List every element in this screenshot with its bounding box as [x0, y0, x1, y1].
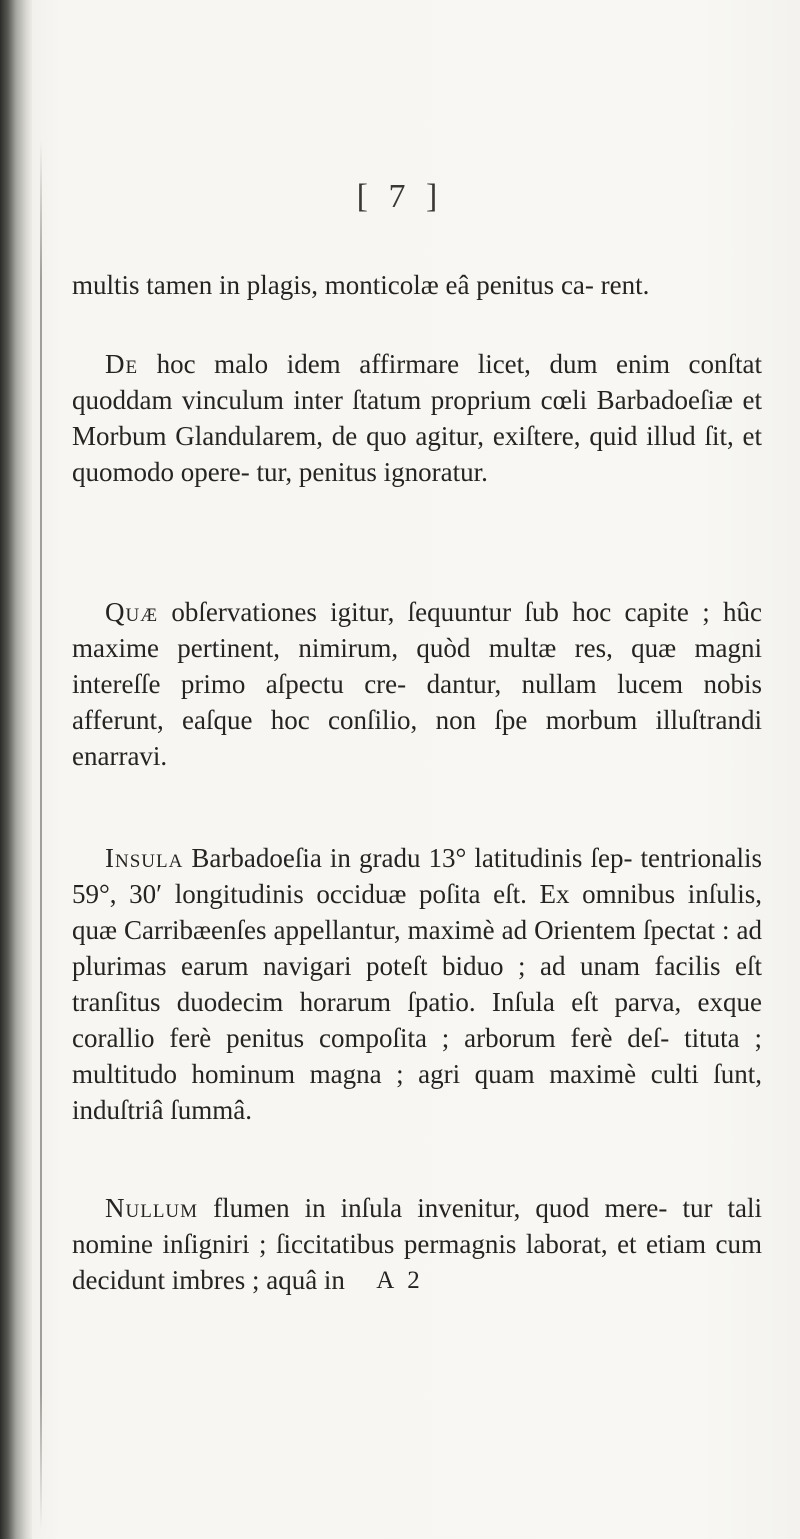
paragraph-text: Barbadoeſia in gradu 13° latitudinis ſep- tentrionalis 59°, 30′ longitudinis occiduæ poſita eſt. Ex omnibus inſulis, quæ Carribæenſes appellantur, maximè ad Orientem ſpectat : ad plurimas earum navigari poteſt biduo ; ad unam facilis eſt tranſitus duodecim horarum ſpatio. Inſula eſt parva, exque corallio ferè penitus compoſita ; arborum ferè deſ- tituta ; multitudo hominum magna ; agri quam maximè culti ſunt, induſtriâ ſummâ.	[72, 843, 762, 1125]
paragraph-text: flumen in inſula invenitur, quod mere- tur tali nomine inſigniri ; ſiccitatibus permagnis laborat, et etiam cum decidunt imbres ; aquâ in	[72, 1193, 762, 1295]
paragraph-lead-word: De	[105, 349, 139, 379]
paragraph-lead-word: Nullum	[105, 1193, 199, 1223]
paragraph-lead-word: Quæ	[105, 597, 159, 627]
paragraph-4	[72, 840, 762, 1128]
paragraph-1	[72, 240, 762, 330]
page-number-header: [ 7 ]	[356, 178, 444, 215]
paragraph-text: obſervationes igitur, ſequuntur ſub hoc capite ; hûc maxime pertinent, nimirum, quòd multæ res, quæ magni intereſſe primo aſpectu cre- dantur, nullam lucem nobis afferunt, eaſque hoc conſilio, non ſpe morbum illuſtrandi enarravi.	[72, 597, 762, 771]
binding-shadow	[40, 140, 42, 1530]
paragraph-2	[72, 346, 762, 490]
paragraph-lead-word: Insula	[105, 843, 184, 873]
paragraph-text: multis tamen in plagis, monticolæ eâ penitus ca- rent.	[72, 270, 650, 300]
paragraph-3	[72, 594, 762, 774]
paragraph-text: hoc malo idem affirmare licet, dum enim conſtat quoddam vinculum inter ſtatum proprium cœli Barbadoeſiæ et Morbum Glandularem, de quo agitur, exiſtere, quid illud ſit, et quomodo opere- tur, penitus ignoratur.	[72, 349, 762, 487]
binding-gutter	[0, 0, 32, 1539]
signature-mark: A 2	[376, 1267, 424, 1294]
